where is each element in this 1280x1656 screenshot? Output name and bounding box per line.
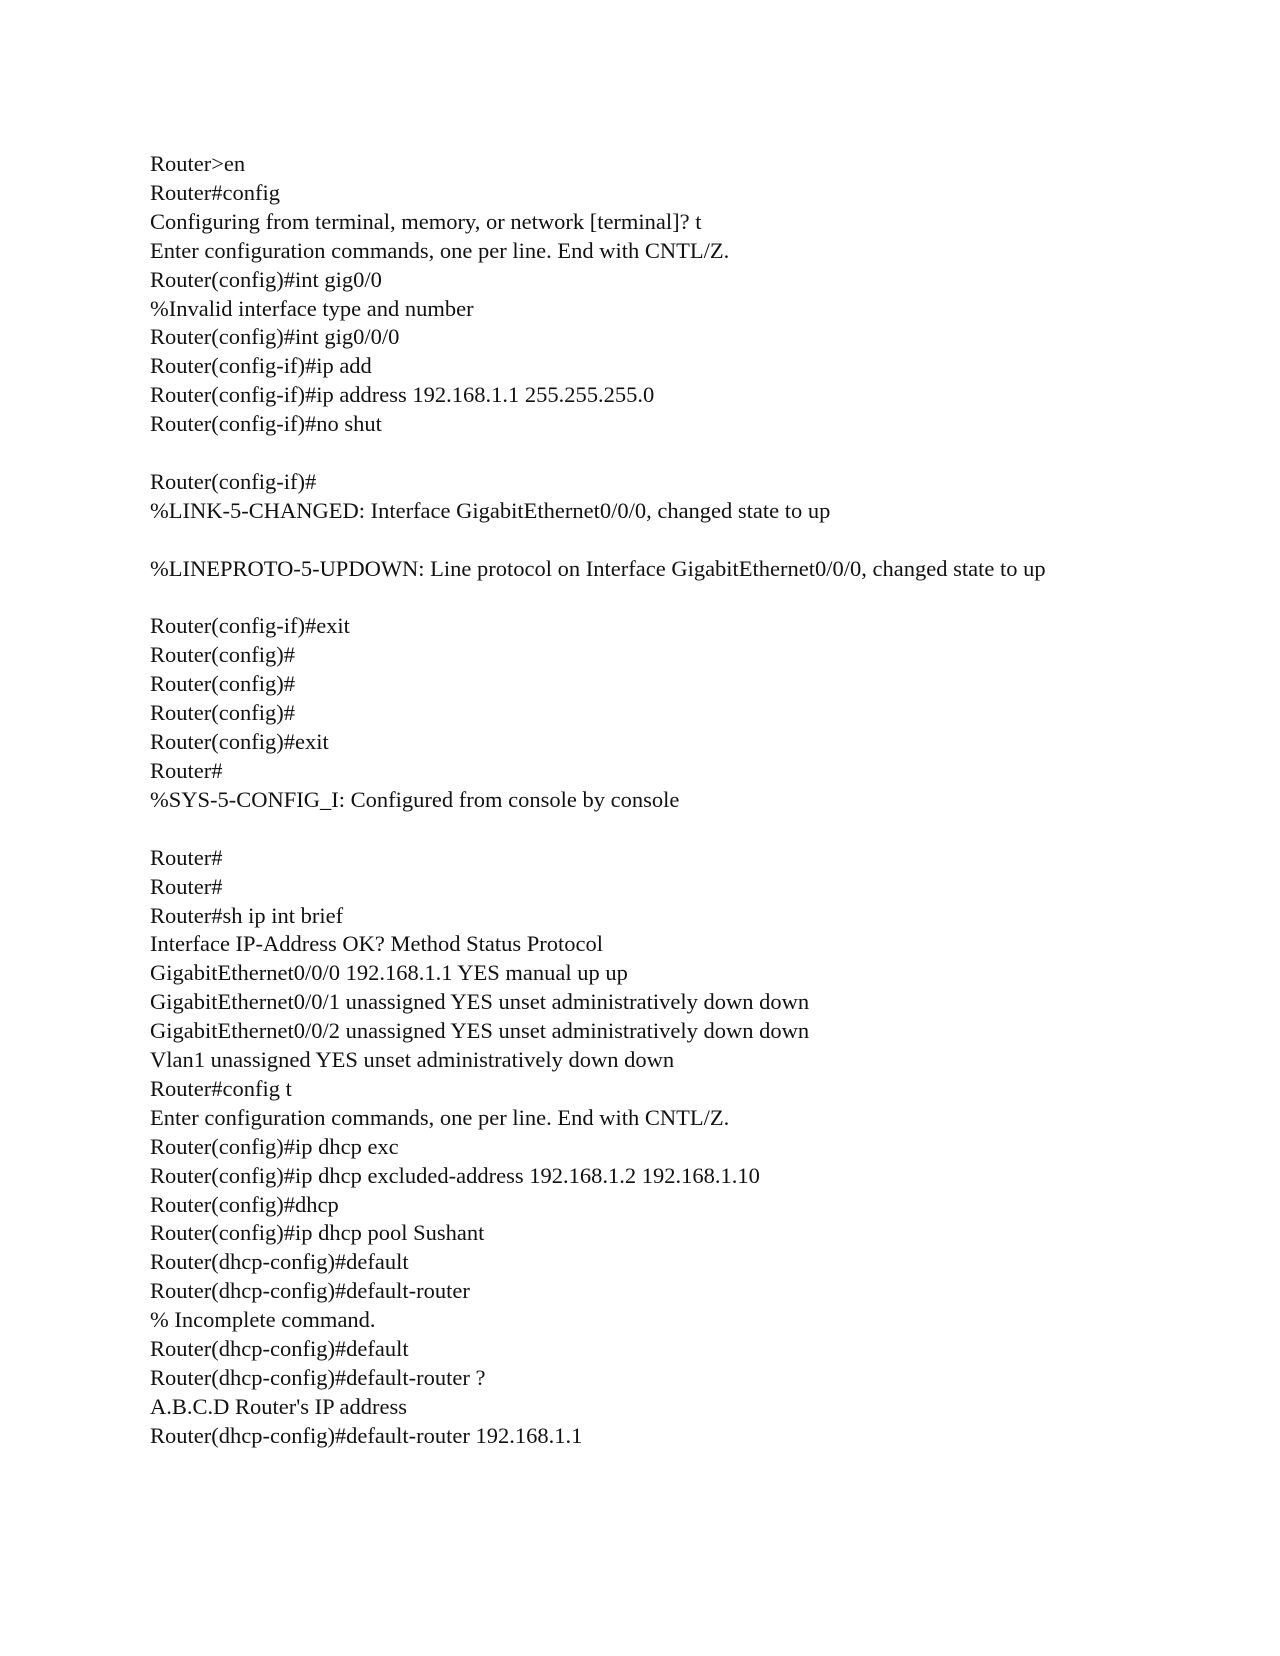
- text-line: Router(dhcp-config)#default-router: [150, 1278, 470, 1304]
- text-line: % Incomplete command.: [150, 1307, 376, 1333]
- text-line: Router>en: [150, 151, 246, 176]
- blank-line: [150, 815, 1130, 844]
- blank-line: [150, 584, 1130, 613]
- text-line: Router#sh ip int brief: [150, 902, 344, 928]
- text-line: Vlan1 unassigned YES unset administratively down down: [150, 1047, 675, 1073]
- text-line: GigabitEthernet0/0/0 192.168.1.1 YES manual up up: [150, 960, 628, 986]
- text-line: Router(config)#ip dhcp pool Sushant: [150, 1220, 485, 1246]
- text-line: Router#config t: [150, 1075, 292, 1101]
- text-line: Router#: [150, 873, 223, 899]
- text-line: Router(dhcp-config)#default-router ?: [150, 1365, 486, 1390]
- text-line: Router(config-if)#: [150, 468, 317, 494]
- text-line: Configuring from terminal, memory, or network [terminal]? t: [150, 208, 702, 234]
- text-line: Router(config-if)#exit: [150, 613, 350, 639]
- blank-line: [150, 439, 1130, 468]
- text-line: Router#config: [150, 179, 280, 205]
- text-line: Router(config-if)#no shut: [150, 411, 382, 437]
- blank-line: [150, 526, 1130, 555]
- text-line: Router(config)#ip dhcp exc: [150, 1133, 399, 1159]
- text-line: Router(config-if)#ip address 192.168.1.1 255.255.255.0: [150, 382, 655, 408]
- text-line: Router(config-if)#ip add: [150, 353, 372, 379]
- text-line: Enter configuration commands, one per line. End with CNTL/Z.: [150, 1104, 730, 1130]
- text-line: Router(config)#dhcp: [150, 1191, 339, 1217]
- text-line: %LINEPROTO-5-UPDOWN: Line protocol on Interface GigabitEthernet0/0/0, changed state to up: [150, 555, 1046, 581]
- text-line: %LINK-5-CHANGED: Interface GigabitEthernet0/0/0, changed state to up: [150, 497, 831, 523]
- console-transcript: [150, 150, 1130, 1451]
- text-line: Router(config)#int gig0/0/0: [150, 324, 400, 350]
- text-line: Router(dhcp-config)#default: [150, 1336, 409, 1362]
- text-line: Router(config)#: [150, 642, 295, 668]
- text-line: Router(config)#exit: [150, 729, 329, 755]
- text-line: Interface IP-Address OK? Method Status Protocol: [150, 931, 604, 957]
- text-line: %SYS-5-CONFIG_I: Configured from console by console: [150, 786, 680, 812]
- text-line: Router(config)#int gig0/0: [150, 266, 382, 292]
- text-line: Router(dhcp-config)#default: [150, 1249, 409, 1275]
- text-line: GigabitEthernet0/0/2 unassigned YES unset administratively down down: [150, 1018, 810, 1044]
- text-line: Router(config)#ip dhcp excluded-address 192.168.1.2 192.168.1.10: [150, 1162, 760, 1188]
- text-line: Router(dhcp-config)#default-router 192.168.1.1: [150, 1422, 583, 1448]
- text-line: Router(config)#: [150, 700, 295, 726]
- text-line: A.B.C.D Router's IP address: [150, 1393, 407, 1419]
- text-line: Router#: [150, 844, 223, 870]
- text-line: Router(config)#: [150, 671, 295, 697]
- text-line: Enter configuration commands, one per line. End with CNTL/Z.: [150, 237, 730, 263]
- text-line: Router#: [150, 757, 223, 783]
- text-line: GigabitEthernet0/0/1 unassigned YES unset administratively down down: [150, 989, 810, 1015]
- text-line: %Invalid interface type and number: [150, 295, 474, 321]
